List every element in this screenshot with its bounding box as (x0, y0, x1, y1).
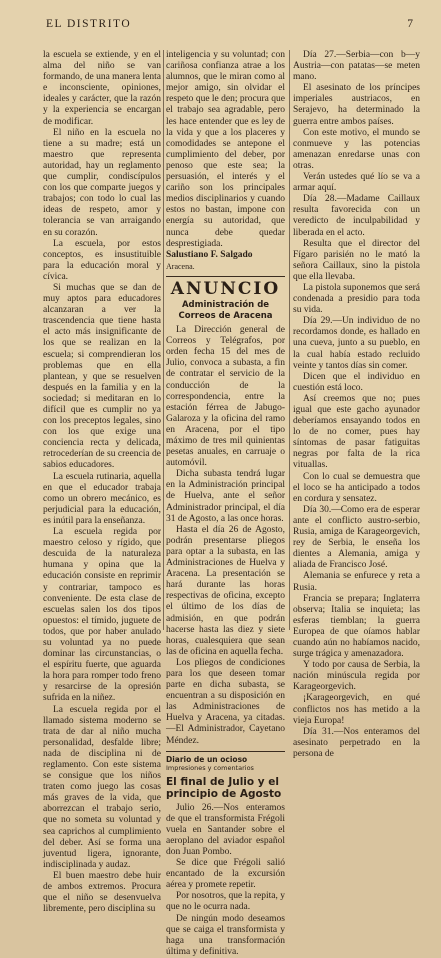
column-divider (163, 50, 164, 630)
article-heading: El final de Julio y el principio de Agosto (166, 775, 282, 800)
paragraph: Resulta que el director del Fígaro parisién no le mató la señora Caillaux, sino la pistola que ella llevaba. (293, 238, 420, 282)
column-divider (289, 50, 290, 630)
paragraph: La pistola suponemos que será condenada a presidio para toda su vida. (293, 282, 420, 316)
paragraph: Dicen que el individuo en cuestión está loco. (293, 371, 420, 393)
paragraph: Por nosotros, que la repita, y que no le ocurra nada. (166, 891, 285, 913)
paragraph: Día 29.—Un individuo de no recordamos donde, es hallado en una cueva, junto a su pueblo, en la cual había estado recluido veinte y tantos días sin comer. (293, 316, 420, 371)
paragraph: Día 27.—Serbia—con b—y Austria—con patatas—se meten mano. (293, 50, 420, 83)
paragraph: Y todo por causa de Serbia, la nación minúscula regida por Karageorgevich. (293, 660, 420, 693)
paragraph: De ningún modo deseamos que se caiga el transformista y haga una transformación última y definitiva. (166, 913, 285, 957)
column-1 (43, 50, 161, 915)
paragraph: Alemania se enfurece y reta a Rusia. (293, 571, 420, 593)
paragraph: Día 28.—Madame Caillaux resulta favorecida con un veredicto de inculpabilidad y liberada en el acto. (293, 194, 420, 238)
paragraph: Verán ustedes qué lío se va a armar aquí. (293, 172, 420, 194)
paragraph: El niño en la escuela no tiene a su madre; está un maestro que representa autoridad, hay un reglamento que cumplir, condiscípulos con los que comparte juegos y trabajos; con todo lo cual las ideas de respeto, amor y tolerancia se van arraigando en su corazón. (43, 127, 161, 238)
paragraph: Se dice que Frégoli salió encantado de la excursión aérea y promete repetir. (166, 858, 285, 891)
feature-article (166, 755, 285, 958)
paragraph: Julio 26.—Nos enteramos de que el transformista Frégoli vuela en Santander sobre el aeroplano del aviador español don Juan Pombo. (166, 802, 285, 857)
paragraph: Dicha subasta tendrá lugar en la Administración principal de Huelva, ante el señor Administrador principal, el día 31 de Agosto, a las once horas. (166, 469, 285, 524)
running-header (0, 18, 441, 34)
paragraph: inteligencia y su voluntad; con cariñosa confianza atrae a los alumnos, que le miran como al mejor amigo, sin olvidar el respeto que le den; procura que el trabajo sea agradable, pero les hace entender que es ley de la vida y que a los placeres y comodidades se antepone el cumplimiento del deber, por penoso que este sea; la persuasión, el interés y el cariño son los principales medios disciplinarios y cuando estos no bastan, impone con energía su autoridad, que nunca debe quedar desprestigiada. (166, 50, 285, 249)
paragraph: La escuela regida por maestro celoso y rígido, que descuida de la naturaleza humana y opina que la educación consiste en reprimir y contrariar, tampoco es conveniente. De esta clase de escuelas salen los dos tipos opuestos: el tímido, juguete de todos, que por haber anulado su voluntad ya no puede dominar las circunstancias, o el espíritu fuerte, que aguarda la hora para romper todo freno y resarcirse de la opresión sufrida en la niñez. (43, 527, 161, 704)
paragraph: Con lo cual se demuestra que el loco se ha anticipado a todos en cordura y sensatez. (293, 471, 420, 504)
paragraph: El buen maestro debe huir de ambos extremos. Procura que el niño se desenvuelva libremente, pero disciplina su (43, 870, 161, 915)
ad-subtitle: Administración de Correos de Aracena (178, 299, 273, 321)
paragraph: La Dirección general de Correos y Telégrafos, por orden fecha 15 del mes de Julio, convoca a subasta, a fin de contratar el servicio de la conducción de la correspondencia, entre la estación férrea de Jabugo-Galaroza y la oficina del ramo en Aracena, por el tipo máximo de tres mil quinientas pesetas anuales, en carruaje o automóvil. (166, 325, 285, 469)
page-number: 7 (407, 18, 413, 30)
column-3 (293, 50, 420, 759)
publication-title: EL DISTRITO (46, 18, 132, 30)
paragraph: la escuela se extiende, y en el alma del niño se van formando, de una manera lenta e inconsciente, opiniones, ideales y carácter, que la razón y la experiencia se encargan de modificar. (43, 50, 161, 127)
section-rule (166, 751, 285, 752)
paragraph: El asesinato de los príncipes imperiales austriacos, en Serajevo, ha determinado la guerra entre ambos países. (293, 83, 420, 127)
dateline-city: Aracena. (166, 261, 195, 271)
ad-title: ANUNCIO (170, 278, 281, 299)
paragraph: Si muchas que se dan de muy aptos para educadores alcanzaran a ver la trascendencia que tiene hasta el acto más insignificante de los que se realizan en la escuela; si comprendieran los problemas que en ella plantean, y que se resuelven después en la familia y en la sociedad; si meditaran en lo difícil que es cumplir no ya con los preceptos legales, sino con los que exige una conciencia recta y delicada, retrocederían de su creencia de sabios educadores. (43, 282, 161, 471)
paragraph: Con este motivo, el mundo se conmueve y las potencias amenazan enredarse unas con otras. (293, 127, 420, 171)
paragraph: Hasta el día 26 de Agosto, podrán presentarse pliegos para optar a la subasta, en las Administraciones de Huelva y Aracena. La presentación se hará durante las horas respectivas de oficina, excepto el último de los días de admisión, en que podrán hacerse hasta las diez y siete horas, cualesquiera que sean las de oficina en aquella fecha. (166, 524, 285, 657)
column-2 (166, 50, 285, 957)
column-kicker-sub: Impresiones y comentarios (166, 763, 254, 772)
advertisement (166, 280, 285, 747)
paragraph: Día 30.—Como era de esperar ante el conflicto austro-serbio, Rusia, amiga de Karageorgevich, rey de Serbia, le enseña los dientes a Alemania, amiga y aliada de Francisco José. (293, 504, 420, 571)
paragraph: La escuela, por estos conceptos, es insustituible para la educación moral y cívica. (43, 238, 161, 282)
paragraph: Francia se prepara; Inglaterra observa; Italia se inquieta; las esferas tiemblan; la guerra Europea de que oíamos hablar cuando aún no habíamos nacido, surge trágica y amenazadora. (293, 593, 420, 660)
paragraph: ¡Karageorgevich, en qué conflictos nos has metido a la vieja Europa! (293, 693, 420, 726)
paragraph: La escuela rutinaria, aquella en que el educador trabaja como un obrero mecánico, es perjudicial para la educación, es inútil para la enseñanza. (43, 471, 161, 526)
paragraph: Los pliegos de condiciones para los que deseen tomar parte en dicha subasta, se encuentran a su disposición en las Administraciones de Huelva y Aracena, ya citadas.—El Administrador, Cayetano Méndez. (166, 657, 285, 746)
column-kicker: Diario de un ocioso (166, 754, 248, 764)
paragraph: Día 31.—Nos enteramos del asesinato perpetrado en la persona de (293, 726, 420, 759)
paragraph: La escuela regida por el llamado sistema moderno se trata de dar al niño mucha personalidad, desfalde libre; nada de disciplina ni de reglamento. Con este sistema se consigue que los niños traten como juego las cosas más graves de la vida, que aborrezcan el trabajo serio, que no someta su voluntad y sea caprichos al cumplimiento del deber. Así se forma una juventud ligera, ignorante, indisciplinada y audaz. (43, 704, 161, 870)
paragraph: Así creemos que no; pues igual que este gacho ayunador deberíamos ensayando todos en lo de no comer, pues hay síntomas de pasar fatiguitas negras por falta de la rica vituallas. (293, 393, 420, 471)
author-signature: Salustiano F. Salgado (166, 249, 253, 260)
section-rule (166, 276, 285, 277)
